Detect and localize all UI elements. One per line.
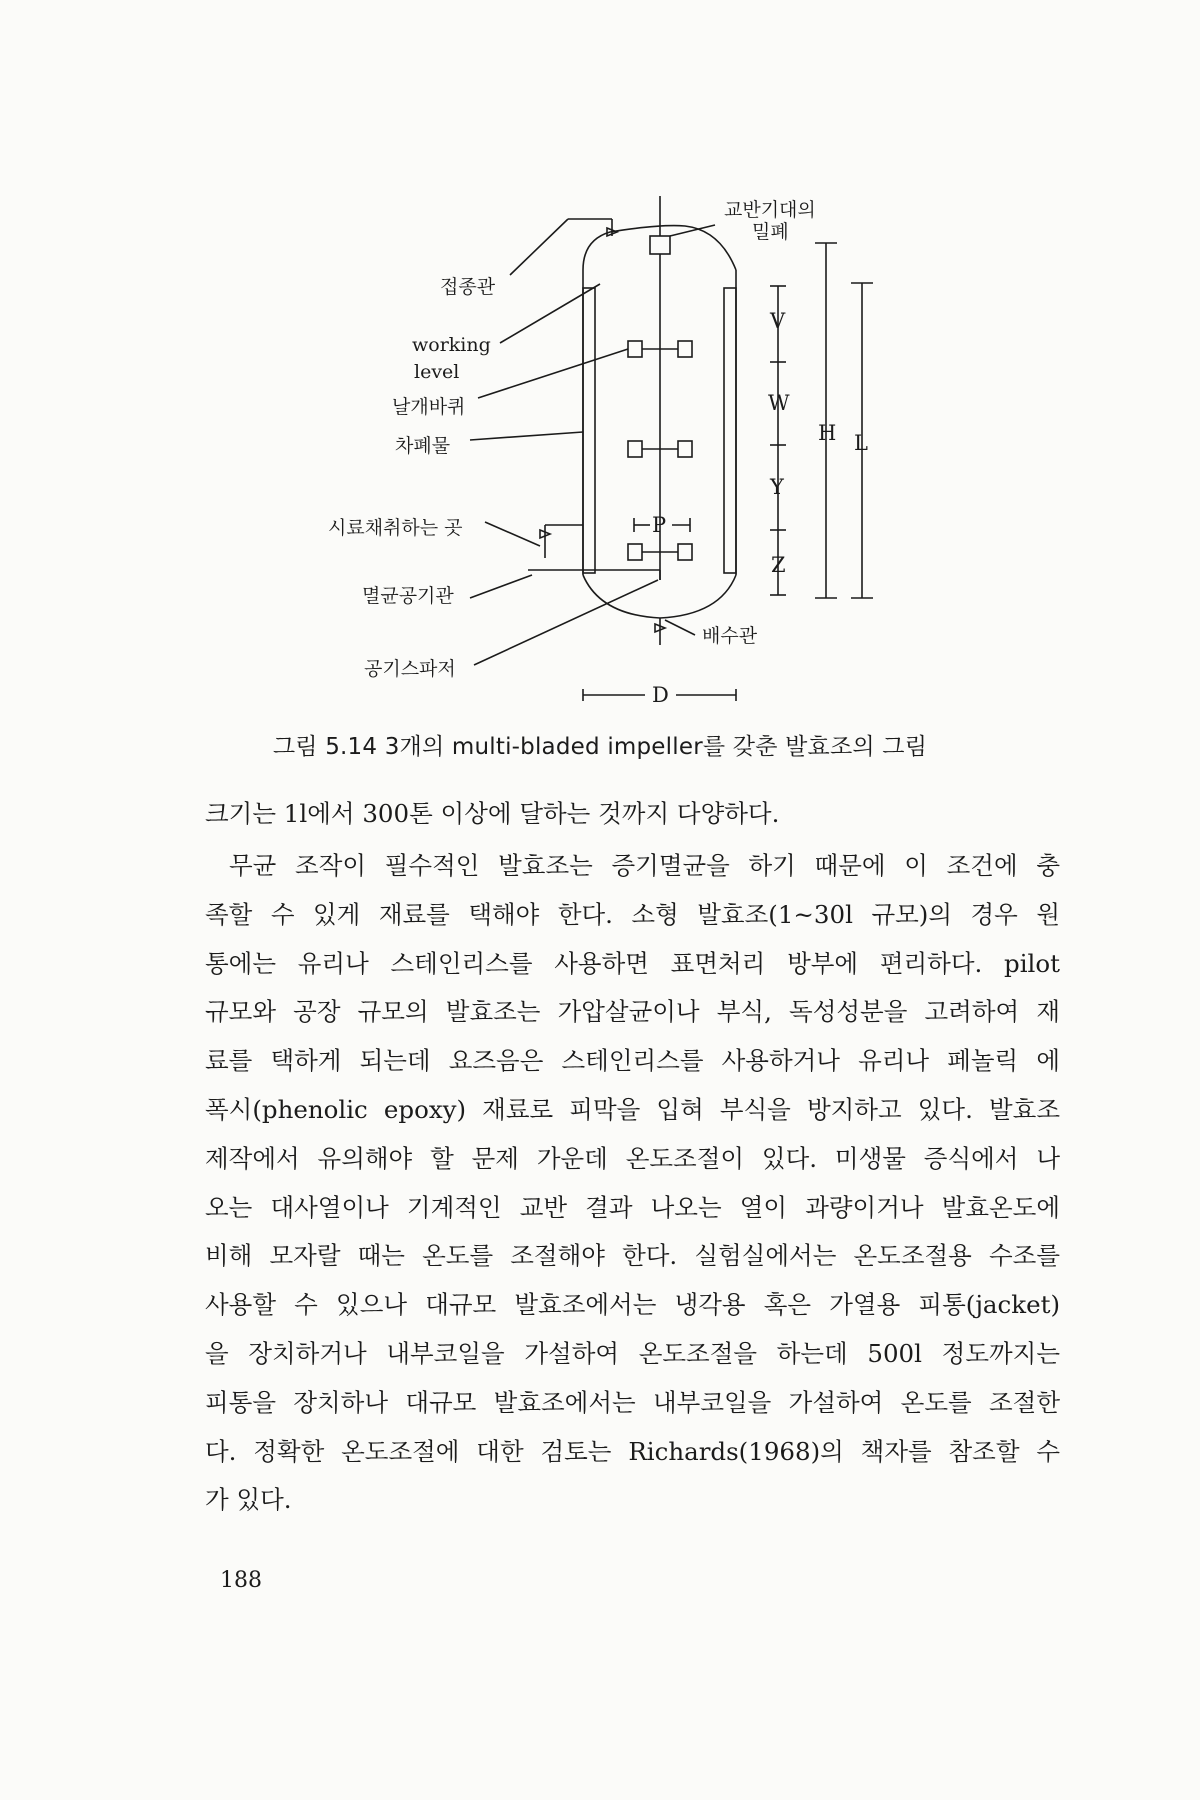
text-line: 가 있다. bbox=[205, 1485, 292, 1515]
label-seal-1: 교반기대의 bbox=[724, 199, 816, 221]
text-line: 을 장치하거나 내부코일을 가설하여 온도조절을 하는데 500l 정도까지는 bbox=[205, 1338, 1060, 1368]
label-inoculation-pipe: 접종관 bbox=[440, 276, 496, 298]
figure-caption: 그림 5.14 3개의 multi-bladed impeller를 갖춘 발효조의 그림 bbox=[272, 734, 928, 760]
vessel-bottom-head bbox=[583, 575, 736, 618]
label-sampling-point: 시료채취하는 곳 bbox=[328, 517, 463, 539]
text-line: 료를 택하게 되는데 요즈음은 스테인리스를 사용하거나 유리나 페놀릭 에 bbox=[205, 1046, 1060, 1076]
dim-label-h: H bbox=[818, 421, 837, 445]
text-line: 족할 수 있게 재료를 택해야 한다. 소형 발효조(1~30l 규모)의 경우 원 bbox=[205, 899, 1060, 929]
text-line: 제작에서 유의해야 할 문제 가운데 온도조절이 있다. 미생물 증식에서 나 bbox=[205, 1143, 1060, 1173]
dim-label-y: Y bbox=[770, 475, 784, 499]
label-sterile-air-pipe: 멸균공기관 bbox=[362, 585, 454, 607]
dim-label-w: W bbox=[768, 391, 790, 415]
text-line: 통에는 유리나 스테인리스를 사용하면 표면처리 방부에 편리하다. pilot bbox=[205, 948, 1060, 978]
label-impeller: 날개바퀴 bbox=[392, 396, 466, 418]
dim-label-z: Z bbox=[771, 553, 786, 577]
agitator-seal bbox=[650, 236, 670, 254]
text-line: 사용할 수 있으나 대규모 발효조에서는 냉각용 혹은 가열용 피통(jacket) bbox=[205, 1290, 1060, 1320]
label-drain-pipe: 배수관 bbox=[702, 625, 758, 647]
text-line: 비해 모자랄 때는 온도를 조절해야 한다. 실험실에서는 온도조절용 수조를 bbox=[205, 1241, 1060, 1271]
label-working: working bbox=[412, 334, 491, 356]
drain-pipe bbox=[655, 618, 695, 645]
text-line: 다. 정확한 온도조절에 대한 검토는 Richards(1968)의 책자를 참조할 수 bbox=[205, 1436, 1060, 1466]
label-baffle: 차폐물 bbox=[395, 435, 451, 457]
label-seal-2: 밀폐 bbox=[752, 221, 789, 243]
inoculation-pipe bbox=[510, 219, 617, 275]
text-line: 폭시(phenolic epoxy) 재료로 피막을 입혀 부식을 방지하고 있다. 발효조 bbox=[205, 1094, 1060, 1124]
sampling-valve bbox=[485, 522, 583, 558]
dim-label-p: P bbox=[652, 513, 667, 537]
text-line: 규모와 공장 규모의 발효조는 가압살균이나 부식, 독성성분을 고려하여 재 bbox=[205, 997, 1060, 1027]
page-number: 188 bbox=[220, 1568, 262, 1593]
text-line: 피통을 장치하나 대규모 발효조에서는 내부코일을 가설하여 온도를 조절한 bbox=[205, 1387, 1060, 1417]
label-air-sparger: 공기스파저 bbox=[364, 658, 456, 680]
paragraph-1 bbox=[205, 790, 1060, 839]
paragraph-2 bbox=[205, 842, 1060, 1525]
dim-label-d: D bbox=[652, 683, 669, 707]
label-level: level bbox=[414, 361, 460, 383]
fermenter-diagram bbox=[0, 0, 1200, 720]
dim-label-l: L bbox=[854, 431, 868, 455]
text-line: 무균 조작이 필수적인 발효조는 증기멸균을 하기 때문에 이 조건에 충 bbox=[229, 851, 1060, 880]
baffle-left bbox=[583, 288, 595, 573]
dim-label-v: V bbox=[770, 309, 786, 333]
sterile-air-pipe bbox=[470, 570, 660, 598]
text-line: 크기는 1l에서 300톤 이상에 달하는 것까지 다양하다. bbox=[205, 799, 780, 828]
text-line: 오는 대사열이나 기계적인 교반 결과 나오는 열이 과량이거나 발효온도에 bbox=[205, 1192, 1060, 1222]
baffle-right bbox=[724, 288, 736, 573]
